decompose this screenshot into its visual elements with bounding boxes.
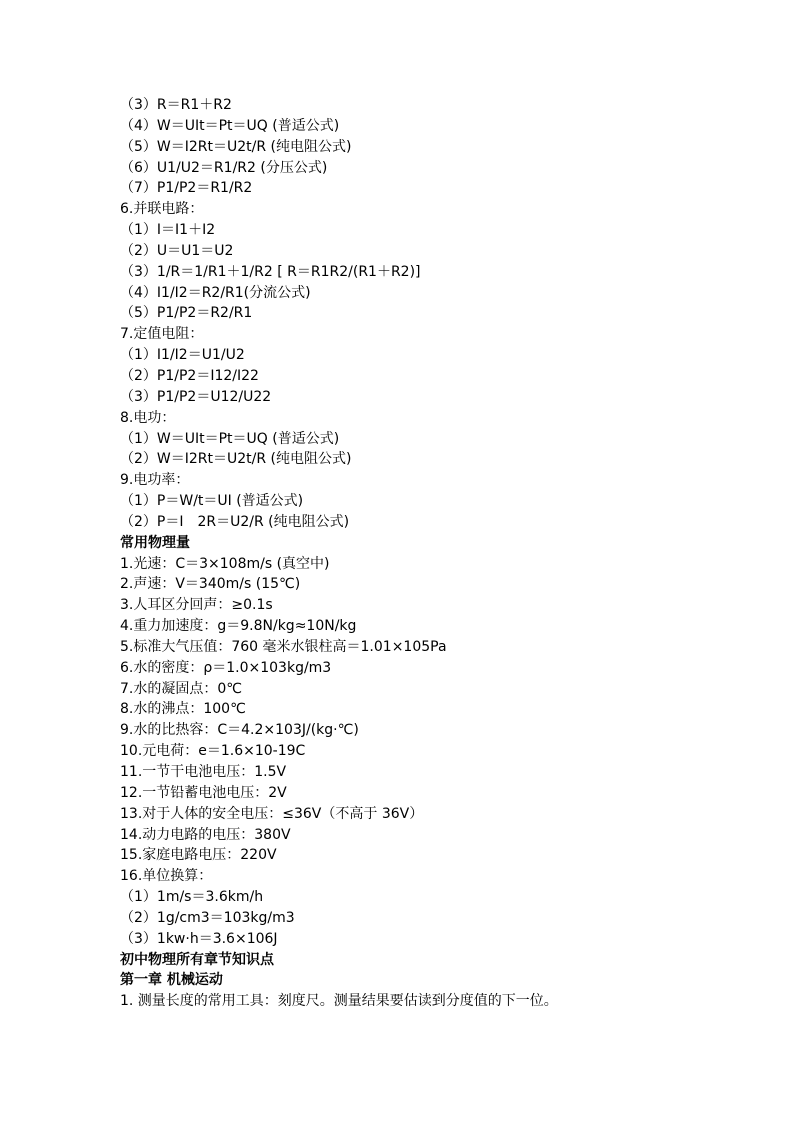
text-line: （2）U＝U1＝U2	[120, 242, 234, 259]
text-line: 12.一节铅蓄电池电压：2V	[120, 784, 287, 801]
text-line: 5.标准大气压值：760 毫米水银柱高＝1.01×105Pa	[120, 638, 447, 655]
text-line: （6）U1/U2＝R1/R2 (分压公式)	[120, 159, 328, 176]
text-line: 6.并联电路：	[120, 201, 204, 218]
text-line: （3）P1/P2＝U12/U22	[120, 388, 272, 405]
document-page	[120, 95, 740, 1012]
text-line: （4）W＝UIt＝Pt＝UQ (普适公式)	[120, 117, 340, 134]
text-line: 9.水的比热容：C＝4.2×103J/(kg·℃)	[120, 722, 359, 739]
text-line: （2）P1/P2＝I12/I22	[120, 367, 259, 384]
text-line: （1）I＝I1＋I2	[120, 222, 216, 239]
text-line: 3.人耳区分回声：≥0.1s	[120, 597, 273, 614]
text-line: （5）W＝I2Rt＝U2t/R (纯电阻公式)	[120, 138, 352, 155]
text-line: 1.光速：C＝3×108m/s (真空中)	[120, 555, 330, 572]
text-line: 15.家庭电路电压：220V	[120, 847, 277, 864]
text-line: 2.声速：V＝340m/s (15℃)	[120, 576, 301, 593]
text-line: （2）1g/cm3＝103kg/m3	[120, 909, 295, 926]
text-line: （2）P＝I 2R＝U2/R (纯电阻公式)	[120, 513, 350, 530]
section-heading: 第一章 机械运动	[120, 972, 223, 989]
text-line: （3）1/R＝1/R1＋1/R2 [ R＝R1R2/(R1＋R2)]	[120, 263, 421, 280]
text-line: （3）R＝R1＋R2	[120, 97, 232, 113]
text-line: （1）I1/I2＝U1/U2	[120, 347, 245, 364]
text-line: （3）1kw·h＝3.6×106J	[120, 930, 278, 947]
text-line: 14.动力电路的电压：380V	[120, 826, 291, 843]
text-line: 7.定值电阻：	[120, 326, 204, 343]
text-line: 1. 测量长度的常用工具：刻度尺。测量结果要估读到分度值的下一位。	[120, 993, 558, 1010]
text-line: 6.水的密度：ρ＝1.0×103kg/m3	[120, 659, 332, 676]
text-line: 16.单位换算：	[120, 868, 213, 885]
text-line: （1）1m/s＝3.6km/h	[120, 889, 264, 906]
text-line: 4.重力加速度：g＝9.8N/kg≈10N/kg	[120, 618, 357, 635]
text-line: 7.水的凝固点：0℃	[120, 680, 242, 697]
text-line: （7）P1/P2＝R1/R2	[120, 180, 253, 197]
text-line: 8.电功：	[120, 409, 176, 426]
section-heading: 初中物理所有章节知识点	[120, 951, 274, 968]
text-line: （1）P＝W/t＝UI (普适公式)	[120, 493, 304, 510]
text-line: （4）I1/I2＝R2/R1(分流公式)	[120, 284, 311, 301]
text-line: 13.对于人体的安全电压：≤36V（不高于 36V）	[120, 805, 424, 822]
text-line: 10.元电荷：e＝1.6×10-19C	[120, 743, 306, 760]
section-heading: 常用物理量	[120, 534, 190, 551]
text-line: 8.水的沸点：100℃	[120, 701, 246, 718]
text-line: 9.电功率：	[120, 472, 190, 489]
text-line: （1）W＝UIt＝Pt＝UQ (普适公式)	[120, 430, 340, 447]
text-line: （2）W＝I2Rt＝U2t/R (纯电阻公式)	[120, 451, 352, 468]
text-line: 11.一节干电池电压：1.5V	[120, 764, 287, 780]
text-line: （5）P1/P2＝R2/R1	[120, 305, 253, 322]
